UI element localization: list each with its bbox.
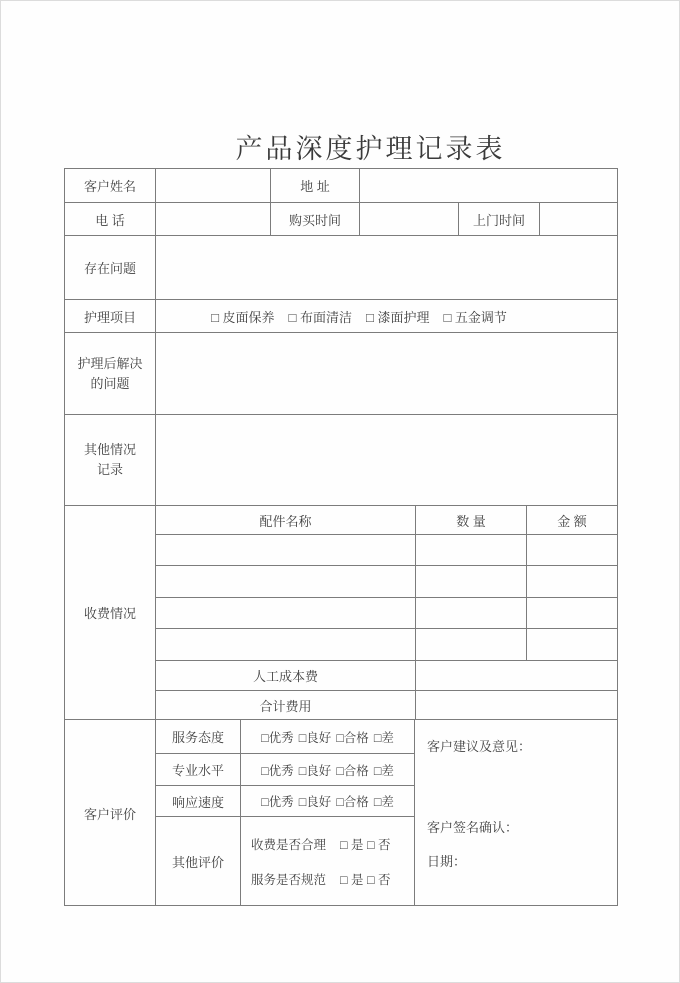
existing-problems-label: 存在问题 <box>83 261 136 276</box>
other-evaluation-label: 其他评价 <box>171 855 224 870</box>
checkbox-option-paint-care[interactable]: □ 漆面护理 <box>366 309 430 325</box>
checkbox-options-yes-no[interactable]: □ 是 □ 否 <box>340 838 391 853</box>
fees-total-cost-row <box>156 690 617 719</box>
row-customer-address <box>65 169 617 202</box>
visit-time-label: 上门时间 <box>458 203 539 235</box>
row-phone-times <box>65 202 617 235</box>
checkbox-options-yes-no[interactable]: □ 是 □ 否 <box>340 872 391 887</box>
eval-row-service-attitude <box>156 720 414 753</box>
other-records-label-line1: 其他情况 <box>83 442 136 457</box>
other-records-input-cell[interactable] <box>155 415 617 505</box>
fee-part-name-input-cell[interactable] <box>156 629 415 660</box>
phone-label: 电 话 <box>95 212 125 228</box>
checkbox-option-qualified[interactable]: □合格 <box>336 795 369 809</box>
fees-blank-row-1 <box>156 534 617 565</box>
fees-blank-row-4 <box>156 628 617 660</box>
resolved-problems-input-cell[interactable] <box>155 333 617 414</box>
question-fee-reasonable <box>251 835 391 853</box>
other-evaluation-questions <box>240 817 414 906</box>
care-items-options <box>155 300 617 332</box>
checkbox-option-excellent[interactable]: □优秀 <box>261 795 294 809</box>
rating-options-response-speed <box>240 786 414 816</box>
other-records-label-line2: 记录 <box>96 462 123 477</box>
fee-amount-input-cell[interactable] <box>526 566 617 597</box>
checkbox-option-fabric-clean[interactable]: □ 布面清洁 <box>288 309 352 325</box>
section-fees <box>65 505 617 719</box>
address-input-cell[interactable] <box>359 169 617 202</box>
date-label: 日期： <box>427 854 467 869</box>
criterion-professional-level: 专业水平 <box>171 763 224 778</box>
suggestions-signature-cell[interactable] <box>414 720 617 906</box>
checkbox-option-leather-care[interactable]: □ 皮面保养 <box>211 309 275 325</box>
fee-part-name-input-cell[interactable] <box>156 535 415 565</box>
checkbox-option-hardware-adjust[interactable]: □ 五金调节 <box>443 309 507 325</box>
checkbox-option-good[interactable]: □良好 <box>298 795 332 809</box>
other-records-label <box>65 415 155 505</box>
checkbox-option-good[interactable]: □良好 <box>298 730 332 745</box>
eval-row-professional-level <box>156 753 414 785</box>
fees-header-row <box>156 506 617 534</box>
purchase-time-input-cell[interactable] <box>359 203 458 235</box>
fees-label: 收费情况 <box>83 606 136 621</box>
fee-part-name-input-cell[interactable] <box>156 598 415 628</box>
total-cost-input-cell[interactable] <box>415 691 617 719</box>
fee-quantity-input-cell[interactable] <box>415 566 526 597</box>
existing-problems-input-cell[interactable] <box>155 236 617 299</box>
address-label: 地 址 <box>270 169 359 202</box>
row-care-items <box>65 299 617 332</box>
criterion-service-attitude: 服务态度 <box>171 730 224 745</box>
fee-quantity-input-cell[interactable] <box>415 629 526 660</box>
page-title: 产品深度护理记录表 <box>235 134 506 164</box>
phone-input-cell[interactable] <box>155 203 270 235</box>
eval-row-other <box>156 816 414 906</box>
checkbox-option-excellent[interactable]: □优秀 <box>261 763 294 778</box>
form-table <box>64 168 618 906</box>
question-service-standard <box>251 870 391 888</box>
checkbox-option-poor[interactable]: □差 <box>373 795 394 809</box>
fee-amount-input-cell[interactable] <box>526 629 617 660</box>
fee-amount-input-cell[interactable] <box>526 535 617 565</box>
checkbox-option-poor[interactable]: □差 <box>373 730 394 745</box>
rating-options-professional-level <box>240 754 414 785</box>
labor-cost-label: 人工成本费 <box>252 669 318 684</box>
resolved-problems-label-line1: 护理后解决 <box>77 355 143 371</box>
fees-header-part-name: 配件名称 <box>259 513 312 529</box>
checkbox-option-good[interactable]: □良好 <box>298 763 332 778</box>
care-items-label: 护理项目 <box>83 309 136 325</box>
suggestions-label: 客户建议及意见： <box>427 739 532 754</box>
question-fee-reasonable-label: 收费是否合理 <box>251 838 327 853</box>
fees-header-quantity: 数 量 <box>415 506 526 534</box>
checkbox-option-qualified[interactable]: □合格 <box>336 763 369 778</box>
fees-subtable <box>155 506 617 719</box>
purchase-time-label: 购买时间 <box>270 203 359 235</box>
row-resolved-problems <box>65 332 617 414</box>
signature-label: 客户签名确认： <box>427 820 519 835</box>
checkbox-option-excellent[interactable]: □优秀 <box>261 730 294 745</box>
fee-quantity-input-cell[interactable] <box>415 535 526 565</box>
fee-quantity-input-cell[interactable] <box>415 598 526 628</box>
fees-header-amount: 金 额 <box>526 506 617 534</box>
customer-name-label: 客户姓名 <box>83 179 136 194</box>
fee-amount-input-cell[interactable] <box>526 598 617 628</box>
resolved-problems-label-line2: 的问题 <box>90 375 130 391</box>
checkbox-option-poor[interactable]: □差 <box>373 763 394 778</box>
fees-blank-row-2 <box>156 565 617 597</box>
customer-name-input-cell[interactable] <box>155 169 270 202</box>
total-cost-label: 合计费用 <box>259 698 312 714</box>
question-service-standard-label: 服务是否规范 <box>251 872 327 887</box>
fees-blank-row-3 <box>156 597 617 628</box>
checkbox-option-qualified[interactable]: □合格 <box>336 730 369 745</box>
labor-cost-input-cell[interactable] <box>415 661 617 690</box>
evaluation-subtable <box>155 720 414 906</box>
evaluation-label: 客户评价 <box>83 806 136 822</box>
visit-time-input-cell[interactable] <box>539 203 617 235</box>
fee-part-name-input-cell[interactable] <box>156 566 415 597</box>
row-other-records <box>65 414 617 505</box>
resolved-problems-label <box>65 333 155 414</box>
row-existing-problems <box>65 235 617 299</box>
eval-row-response-speed <box>156 785 414 816</box>
criterion-response-speed: 响应速度 <box>171 794 224 810</box>
section-evaluation <box>65 719 617 906</box>
fees-labor-cost-row <box>156 660 617 690</box>
rating-options-service-attitude <box>240 720 414 753</box>
